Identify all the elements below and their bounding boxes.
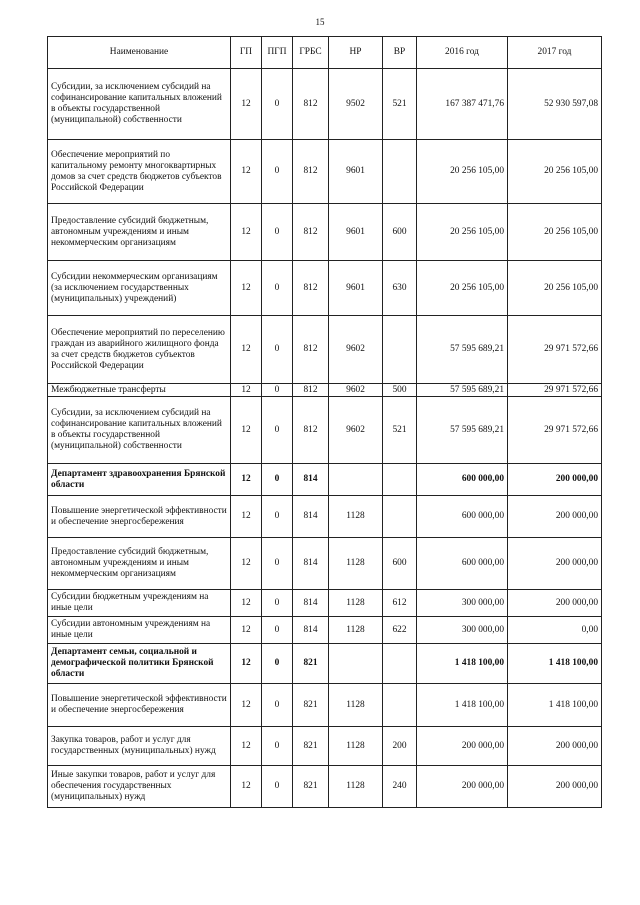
cell-pgp: 0 <box>262 261 293 316</box>
table-row <box>48 617 602 644</box>
cell-vr: 240 <box>383 766 417 808</box>
cell-2017: 29 971 572,66 <box>508 316 602 384</box>
table-header-row <box>48 37 602 69</box>
table-row <box>48 316 602 384</box>
cell-name: Повышение энергетической эффективности и обеспечение энергосбережения <box>48 684 231 727</box>
cell-2016: 300 000,00 <box>417 617 508 644</box>
cell-grbs: 812 <box>293 140 329 204</box>
cell-nr: 9601 <box>329 261 383 316</box>
cell-gp: 12 <box>231 766 262 808</box>
cell-nr: 9602 <box>329 397 383 464</box>
cell-2016: 57 595 689,21 <box>417 316 508 384</box>
column-header-pgp: ПГП <box>262 37 293 69</box>
cell-grbs: 821 <box>293 644 329 684</box>
cell-2017: 1 418 100,00 <box>508 684 602 727</box>
cell-nr: 1128 <box>329 496 383 538</box>
cell-vr <box>383 316 417 384</box>
column-header-2017: 2017 год <box>508 37 602 69</box>
cell-pgp: 0 <box>262 384 293 397</box>
table-row <box>48 261 602 316</box>
column-header-vr: ВР <box>383 37 417 69</box>
cell-2017: 0,00 <box>508 617 602 644</box>
cell-grbs: 812 <box>293 261 329 316</box>
cell-grbs: 812 <box>293 69 329 140</box>
table-row <box>48 397 602 464</box>
cell-nr <box>329 464 383 496</box>
cell-pgp: 0 <box>262 766 293 808</box>
cell-grbs: 814 <box>293 617 329 644</box>
cell-2016: 300 000,00 <box>417 590 508 617</box>
cell-pgp: 0 <box>262 464 293 496</box>
cell-nr: 1128 <box>329 538 383 590</box>
cell-pgp: 0 <box>262 316 293 384</box>
cell-name: Обеспечение мероприятий по переселению граждан из аварийного жилищного фонда за счет средств бюджетов субъектов Российской Федерации <box>48 316 231 384</box>
cell-vr: 600 <box>383 538 417 590</box>
table-body <box>48 69 602 808</box>
cell-pgp: 0 <box>262 538 293 590</box>
cell-2017: 200 000,00 <box>508 727 602 766</box>
table-row <box>48 727 602 766</box>
cell-vr: 630 <box>383 261 417 316</box>
table-row <box>48 590 602 617</box>
cell-name: Субсидии автономным учреждениям на иные цели <box>48 617 231 644</box>
page-number: 15 <box>315 17 325 27</box>
cell-name: Межбюджетные трансферты <box>48 384 231 397</box>
cell-nr: 1128 <box>329 590 383 617</box>
cell-name: Субсидии бюджетным учреждениям на иные цели <box>48 590 231 617</box>
cell-vr <box>383 464 417 496</box>
cell-2016: 600 000,00 <box>417 538 508 590</box>
table-row <box>48 644 602 684</box>
cell-2017: 200 000,00 <box>508 766 602 808</box>
budget-table <box>47 36 602 808</box>
table-row <box>48 684 602 727</box>
cell-gp: 12 <box>231 140 262 204</box>
cell-nr: 9502 <box>329 69 383 140</box>
cell-2016: 20 256 105,00 <box>417 204 508 261</box>
cell-2016: 20 256 105,00 <box>417 140 508 204</box>
cell-vr <box>383 496 417 538</box>
cell-vr: 622 <box>383 617 417 644</box>
cell-name: Департамент здравоохранения Брянской области <box>48 464 231 496</box>
cell-2016: 1 418 100,00 <box>417 684 508 727</box>
cell-2017: 29 971 572,66 <box>508 397 602 464</box>
table-row <box>48 69 602 140</box>
cell-nr: 1128 <box>329 617 383 644</box>
cell-vr: 521 <box>383 69 417 140</box>
cell-2017: 20 256 105,00 <box>508 261 602 316</box>
cell-nr: 9601 <box>329 140 383 204</box>
cell-pgp: 0 <box>262 727 293 766</box>
cell-gp: 12 <box>231 397 262 464</box>
cell-name: Повышение энергетической эффективности и обеспечение энергосбережения <box>48 496 231 538</box>
cell-name: Предоставление субсидий бюджетным, автономным учреждениям и иным некоммерческим организациям <box>48 538 231 590</box>
cell-name: Обеспечение мероприятий по капитальному ремонту многоквартирных домов за счет средств бюджетов субъектов Российской Федерации <box>48 140 231 204</box>
cell-name: Субсидии, за исключением субсидий на софинансирование капитальных вложений в объекты государственной (муниципальной) собственности <box>48 397 231 464</box>
cell-2016: 167 387 471,76 <box>417 69 508 140</box>
cell-vr: 612 <box>383 590 417 617</box>
cell-pgp: 0 <box>262 140 293 204</box>
cell-gp: 12 <box>231 538 262 590</box>
table-row <box>48 140 602 204</box>
cell-2017: 200 000,00 <box>508 538 602 590</box>
cell-pgp: 0 <box>262 204 293 261</box>
cell-gp: 12 <box>231 464 262 496</box>
cell-gp: 12 <box>231 69 262 140</box>
cell-gp: 12 <box>231 590 262 617</box>
cell-pgp: 0 <box>262 644 293 684</box>
cell-2016: 20 256 105,00 <box>417 261 508 316</box>
cell-name: Субсидии некоммерческим организациям (за исключением государственных (муниципальных) учреждений) <box>48 261 231 316</box>
cell-nr: 1128 <box>329 684 383 727</box>
column-header-gp: ГП <box>231 37 262 69</box>
table-row <box>48 464 602 496</box>
cell-vr: 200 <box>383 727 417 766</box>
cell-vr: 600 <box>383 204 417 261</box>
cell-gp: 12 <box>231 727 262 766</box>
cell-name: Предоставление субсидий бюджетным, автономным учреждениям и иным некоммерческим организациям <box>48 204 231 261</box>
cell-name: Департамент семьи, социальной и демографической политики Брянской области <box>48 644 231 684</box>
cell-2016: 200 000,00 <box>417 766 508 808</box>
cell-grbs: 814 <box>293 464 329 496</box>
cell-nr: 1128 <box>329 727 383 766</box>
cell-2016: 200 000,00 <box>417 727 508 766</box>
cell-grbs: 814 <box>293 590 329 617</box>
cell-name: Закупка товаров, работ и услуг для государственных (муниципальных) нужд <box>48 727 231 766</box>
table-row <box>48 384 602 397</box>
cell-vr <box>383 644 417 684</box>
table-row <box>48 496 602 538</box>
cell-2016: 57 595 689,21 <box>417 397 508 464</box>
cell-grbs: 812 <box>293 397 329 464</box>
cell-2016: 600 000,00 <box>417 496 508 538</box>
column-header-nr: НР <box>329 37 383 69</box>
cell-2017: 20 256 105,00 <box>508 140 602 204</box>
cell-gp: 12 <box>231 261 262 316</box>
cell-2016: 1 418 100,00 <box>417 644 508 684</box>
cell-2017: 200 000,00 <box>508 590 602 617</box>
cell-pgp: 0 <box>262 617 293 644</box>
cell-gp: 12 <box>231 496 262 538</box>
cell-grbs: 814 <box>293 496 329 538</box>
cell-nr: 1128 <box>329 766 383 808</box>
cell-pgp: 0 <box>262 496 293 538</box>
cell-grbs: 821 <box>293 727 329 766</box>
cell-vr: 521 <box>383 397 417 464</box>
table-row <box>48 204 602 261</box>
cell-name: Иные закупки товаров, работ и услуг для обеспечения государственных (муниципальных) нужд <box>48 766 231 808</box>
cell-grbs: 812 <box>293 316 329 384</box>
cell-pgp: 0 <box>262 684 293 727</box>
cell-gp: 12 <box>231 316 262 384</box>
cell-2017: 1 418 100,00 <box>508 644 602 684</box>
cell-gp: 12 <box>231 204 262 261</box>
cell-gp: 12 <box>231 644 262 684</box>
cell-2017: 20 256 105,00 <box>508 204 602 261</box>
cell-2017: 29 971 572,66 <box>508 384 602 397</box>
cell-grbs: 812 <box>293 204 329 261</box>
cell-vr <box>383 684 417 727</box>
cell-grbs: 821 <box>293 766 329 808</box>
cell-gp: 12 <box>231 384 262 397</box>
cell-grbs: 812 <box>293 384 329 397</box>
table-row <box>48 538 602 590</box>
table-row <box>48 766 602 808</box>
column-header-name: Наименование <box>48 37 231 69</box>
cell-nr: 9602 <box>329 384 383 397</box>
cell-2017: 200 000,00 <box>508 496 602 538</box>
cell-gp: 12 <box>231 617 262 644</box>
cell-nr: 9602 <box>329 316 383 384</box>
cell-pgp: 0 <box>262 397 293 464</box>
column-header-2016: 2016 год <box>417 37 508 69</box>
cell-name: Субсидии, за исключением субсидий на софинансирование капитальных вложений в объекты государственной (муниципальной) собственности <box>48 69 231 140</box>
cell-gp: 12 <box>231 684 262 727</box>
cell-vr: 500 <box>383 384 417 397</box>
cell-2017: 200 000,00 <box>508 464 602 496</box>
cell-2016: 600 000,00 <box>417 464 508 496</box>
cell-2016: 57 595 689,21 <box>417 384 508 397</box>
cell-2017: 52 930 597,08 <box>508 69 602 140</box>
cell-pgp: 0 <box>262 590 293 617</box>
cell-pgp: 0 <box>262 69 293 140</box>
cell-nr: 9601 <box>329 204 383 261</box>
cell-grbs: 821 <box>293 684 329 727</box>
cell-grbs: 814 <box>293 538 329 590</box>
cell-vr <box>383 140 417 204</box>
column-header-grbs: ГРБС <box>293 37 329 69</box>
cell-nr <box>329 644 383 684</box>
